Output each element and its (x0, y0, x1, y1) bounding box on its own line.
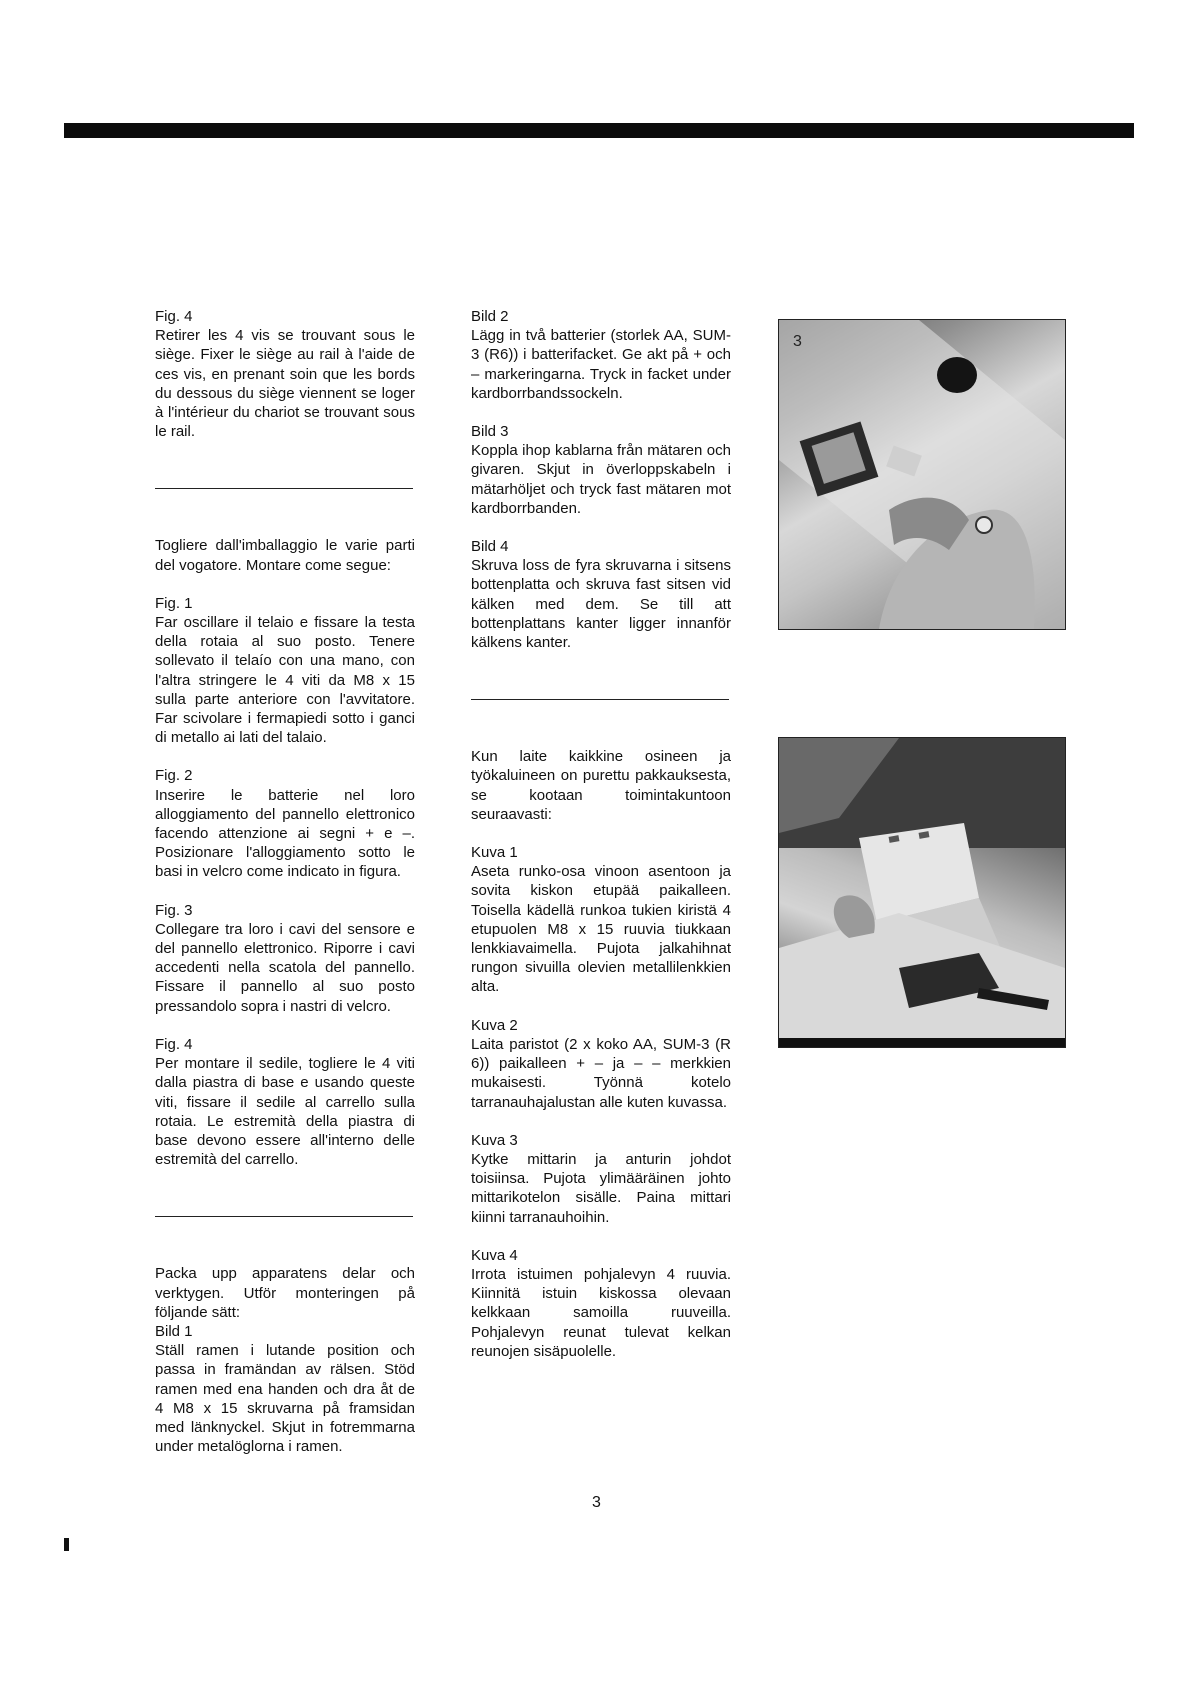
section-text: Skruva loss de fyra skruvarna i sitsens bottenplatta och skruva fast sitsen vid kälken med dem. Se till att bottenplattans kanter ligger innanför kälkens kanter. (471, 557, 731, 652)
sv-bild3-section (471, 422, 731, 518)
section-text: Kytke mittarin ja anturin johdot toisiinsa. Pujota ylimääräinen johto mittarikotelon sisälle. Paina mittari kiinni tarranauhoihin. (471, 1150, 731, 1226)
sv-bild4-section (471, 537, 731, 652)
section-heading: Bild 4 (471, 538, 509, 556)
section-text: Irrota istuimen pohjalevyn 4 ruuvia. Kiinnitä istuin kiskossa olevaan kelkkaan samoilla ruuveilla. Pohjalevyn reunat tulevat kelkan reunojen sisäpuolelle. (471, 1265, 731, 1360)
page-number: 3 (592, 1494, 601, 1511)
it-fig4-section (155, 1035, 415, 1169)
section-heading: Kuva 1 (471, 844, 518, 862)
intro-text: Togliere dall'imballaggio le varie parti del vogatore. Montare come segue: (155, 537, 415, 574)
fi-kuva1-section (471, 843, 731, 997)
section-heading: Bild 2 (471, 308, 509, 325)
section-heading: Kuva 4 (471, 1246, 518, 1264)
photo-number-label: 3 (793, 333, 802, 350)
divider-rule (155, 488, 413, 489)
photo-assembly-meter (778, 319, 1066, 630)
column-left (155, 307, 415, 1456)
corner-mark (64, 1538, 69, 1551)
section-text: Laita paristot (2 x koko AA, SUM-3 (R 6)) paikalleen + – ja – – merkkien mukaisesti. Työnnä kotelo tarranauhajalustan alle kuten kuvassa. (471, 1035, 731, 1111)
section-heading: Fig. 2 (155, 767, 193, 785)
top-rule-bar (64, 123, 1134, 138)
section-heading: Fig. 1 (155, 594, 193, 612)
it-fig2-section (155, 766, 415, 881)
section-heading: Kuva 2 (471, 1016, 518, 1034)
section-text: Collegare tra loro i cavi del sensore e del pannello elettronico. Riporre i cavi accedenti nella scatola del pannello. Fissare il pannello al suo posto pressandolo sopra i nastri di velcro. (155, 920, 415, 1015)
section-text: Retirer les 4 vis se trouvant sous le siège. Fixer le siège au rail à l'aide de ces vis, en prenant soin que les bords du dessous du siège viennent se loger à l'intérieur du chariot se trouvant sous le rail. (155, 327, 415, 441)
section-text: Per montare il sedile, togliere le 4 viti dalla piastra di base e usando queste viti, fissare il sedile al carrello sulla rotaia. Le estremità della piastra di base devono essere all'interno delle estremità del carrello. (155, 1055, 415, 1169)
section-heading: Fig. 3 (155, 901, 193, 919)
intro-text: Packa upp apparatens delar och verktygen. Utför monteringen på följande sätt: (155, 1265, 415, 1321)
fr-fig4-section (155, 307, 415, 441)
section-text: Aseta runko-osa vinoon asentoon ja sovita kiskon etupää paikalleen. Toisella kädellä runkoa tukien kiristä 4 etupuolen M8 x 15 ruuvia tiukkaan lenkkiavaimella. Pujota jalkahihnat rungon sivuilla olevien metallilenkkien alta. (471, 863, 731, 996)
photo-meter-drawing (779, 320, 1065, 629)
section-heading: Fig. 4 (155, 1035, 193, 1053)
divider-rule (155, 1216, 413, 1217)
sv-intro (155, 1264, 415, 1322)
section-heading: Fig. 4 (155, 308, 193, 325)
fi-kuva2-section (471, 1016, 731, 1112)
fi-intro (471, 747, 731, 824)
section-text: Lägg in två batterier (storlek AA, SUM-3 (R6)) i batterifacket. Ge akt på + och – markeringarna. Tryck in facket under kardborrbandssockeln. (471, 327, 731, 402)
section-heading: Kuva 3 (471, 1131, 518, 1149)
it-intro (155, 536, 415, 574)
section-text: Far oscillare il telaio e fissare la testa della rotaia al suo posto. Tenere sollevato il telaío con una mano, con l'altra stringere le 4 viti da M8 x 15 sulla parte anteriore con l'avvitatore. Far scivolare i fermapiedi sotto i ganci di metallo ai lati del talaio. (155, 614, 415, 747)
section-text: Koppla ihop kablarna från mätaren och givaren. Skjut in överloppskabeln i mätarhöljet och tryck fast mätaren mot kardborrbanden. (471, 442, 731, 517)
fi-kuva4-section (471, 1246, 731, 1361)
sv-bild1-section (155, 1322, 415, 1456)
divider-rule (471, 699, 729, 700)
photo-battery-drawing (779, 738, 1065, 1047)
section-text: Ställ ramen i lutande position och passa in framändan av rälsen. Stöd ramen med ena handen och dra åt de 4 M8 x 15 skruvarna på framsidan med länknyckel. Skjut in fotremmarna under metalöglorna i ramen. (155, 1342, 415, 1456)
sv-bild2-section (471, 307, 731, 403)
section-heading: Bild 1 (155, 1322, 193, 1340)
it-fig1-section (155, 594, 415, 748)
intro-text: Kun laite kaikkine osineen ja työkaluineen on purettu pakkauksesta, se kootaan toimintakuntoon seuraavasti: (471, 748, 731, 823)
photo-assembly-battery (778, 737, 1066, 1048)
section-text: Inserire le batterie nel loro alloggiamento del pannello elettronico facendo attenzione ai segni + e –. Posizionare l'alloggiamento sotto le basi in velcro come indicato in figura. (155, 786, 415, 881)
fi-kuva3-section (471, 1131, 731, 1227)
section-heading: Bild 3 (471, 423, 509, 441)
it-fig3-section (155, 901, 415, 1016)
column-middle (471, 307, 731, 1361)
